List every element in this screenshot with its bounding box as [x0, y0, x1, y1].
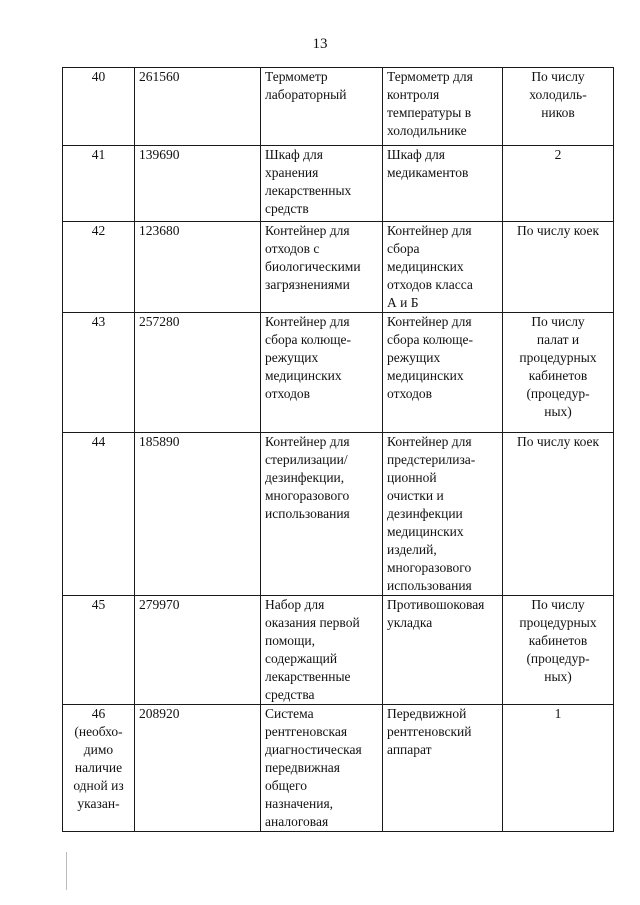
- item-name-cell: Набор для оказания первой помощи, содержащий лекарственные средства: [261, 596, 383, 705]
- row-number-cell: 43: [63, 313, 135, 433]
- item-description-cell: Контейнер для сбора медицинских отходов класса А и Б: [383, 222, 503, 313]
- item-name-cell: Контейнер для стерилизации/ дезинфекции, многоразового использования: [261, 433, 383, 596]
- equipment-table: [62, 67, 614, 832]
- item-name-cell: Шкаф для хранения лекарственных средств: [261, 146, 383, 222]
- item-name-cell: Система рентгеновская диагностическая передвижная общего назначения, аналоговая: [261, 705, 383, 832]
- table-row: [63, 146, 614, 222]
- item-name-cell: Термометр лабораторный: [261, 68, 383, 146]
- code-cell: 261560: [135, 68, 261, 146]
- quantity-cell: По числу палат и процедурных кабинетов (процедур- ных): [503, 313, 614, 433]
- quantity-cell: По числу коек: [503, 433, 614, 596]
- page-number: 13: [312, 36, 328, 52]
- code-cell: 208920: [135, 705, 261, 832]
- scan-artifact-line: [66, 852, 67, 890]
- table-row: [63, 222, 614, 313]
- table-row: [63, 313, 614, 433]
- table-row: [63, 705, 614, 832]
- item-description-cell: Контейнер для предстерилиза- ционной очистки и дезинфекции медицинских изделий, многоразового использования: [383, 433, 503, 596]
- code-cell: 185890: [135, 433, 261, 596]
- item-description-cell: Шкаф для медикаментов: [383, 146, 503, 222]
- row-number-cell: 40: [63, 68, 135, 146]
- row-number-cell: 42: [63, 222, 135, 313]
- code-cell: 257280: [135, 313, 261, 433]
- row-number-cell: 41: [63, 146, 135, 222]
- item-description-cell: Противошоковая укладка: [383, 596, 503, 705]
- table-row: [63, 433, 614, 596]
- item-name-cell: Контейнер для отходов с биологическими загрязнениями: [261, 222, 383, 313]
- quantity-cell: По числу холодиль- ников: [503, 68, 614, 146]
- quantity-cell: 2: [503, 146, 614, 222]
- table-row: [63, 596, 614, 705]
- code-cell: 139690: [135, 146, 261, 222]
- row-number-cell: 46 (необхо- димо наличие одной из указан-: [63, 705, 135, 832]
- table-row: [63, 68, 614, 146]
- item-description-cell: Контейнер для сбора колюще- режущих медицинских отходов: [383, 313, 503, 433]
- quantity-cell: 1: [503, 705, 614, 832]
- row-number-cell: 45: [63, 596, 135, 705]
- item-description-cell: Передвижной рентгеновский аппарат: [383, 705, 503, 832]
- quantity-cell: По числу коек: [503, 222, 614, 313]
- item-description-cell: Термометр для контроля температуры в холодильнике: [383, 68, 503, 146]
- quantity-cell: По числу процедурных кабинетов (процедур- ных): [503, 596, 614, 705]
- item-name-cell: Контейнер для сбора колюще- режущих медицинских отходов: [261, 313, 383, 433]
- code-cell: 123680: [135, 222, 261, 313]
- code-cell: 279970: [135, 596, 261, 705]
- row-number-cell: 44: [63, 433, 135, 596]
